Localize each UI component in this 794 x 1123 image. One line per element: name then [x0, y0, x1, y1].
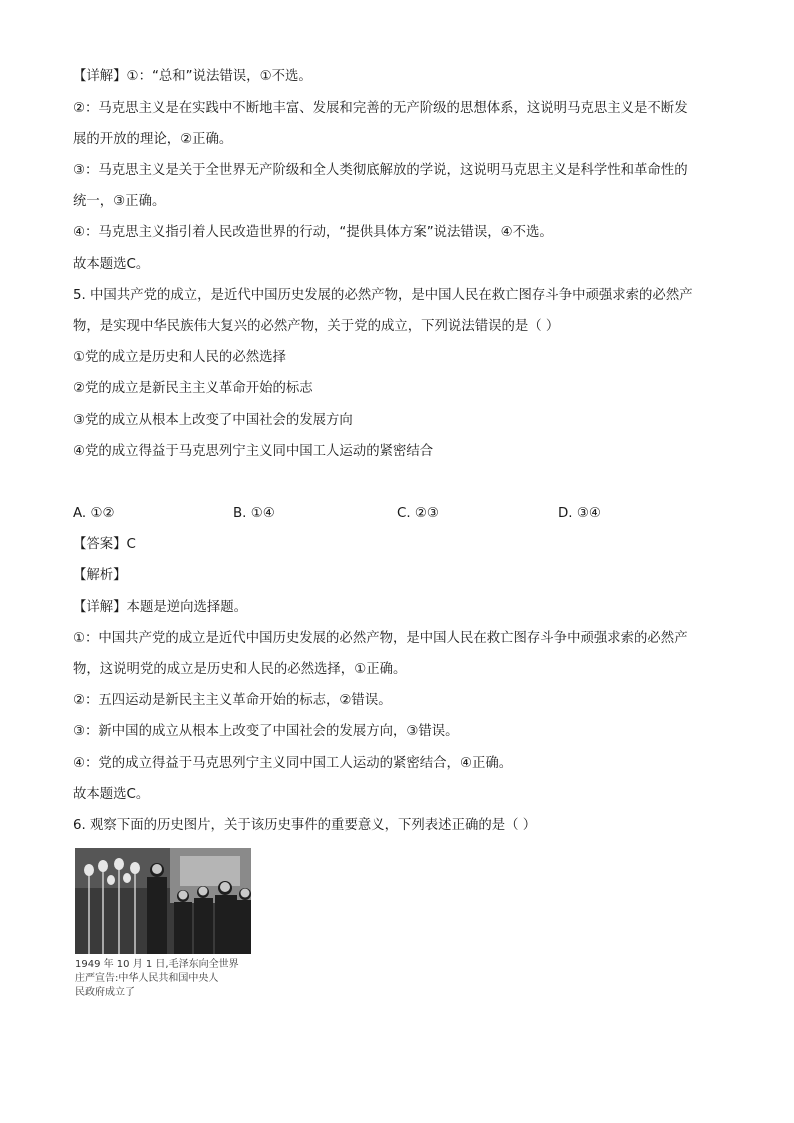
option-c: C. ②③ [397, 506, 439, 521]
detail-line-7: 故本题选C。 [73, 787, 150, 802]
question-6-line: 6. 观察下面的历史图片，关于该历史事件的重要意义，下列表述正确的是（ ） [73, 818, 537, 833]
detail-line-2: ①：中国共产党的成立是近代中国历史发展的必然产物，是中国人民在救亡图存斗争中顽强求索的必然产 [73, 631, 688, 646]
analysis-heading: 【解析】 [73, 568, 127, 583]
detail-line-3: 物，这说明党的成立是历史和人民的必然选择，①正确。 [73, 662, 407, 677]
detail-line-1: 【详解】本题是逆向选择题。 [73, 600, 248, 615]
answer-line: 【答案】C [73, 537, 136, 552]
photo-illustration [75, 848, 251, 954]
line-1: 【详解】①：“总和”说法错误，①不选。 [73, 69, 312, 84]
line-7: 故本题选C。 [73, 257, 150, 272]
detail-line-5: ③：新中国的成立从根本上改变了中国社会的发展方向，③错误。 [73, 724, 459, 739]
question-5-line-1: 5. 中国共产党的成立，是近代中国历史发展的必然产物，是中国人民在救亡图存斗争中顽强求索的必然产 [73, 288, 693, 303]
statement-1: ①党的成立是历史和人民的必然选择 [73, 350, 286, 365]
line-4: ③：马克思主义是关于全世界无产阶级和全人类彻底解放的学说，这说明马克思主义是科学性和革命性的 [73, 163, 688, 178]
line-2: ②：马克思主义是在实践中不断地丰富、发展和完善的无产阶级的思想体系，这说明马克思主义是不断发 [73, 101, 688, 116]
statement-2: ②党的成立是新民主主义革命开始的标志 [73, 381, 313, 396]
statement-3: ③党的成立从根本上改变了中国社会的发展方向 [73, 413, 353, 428]
detail-line-4: ②：五四运动是新民主主义革命开始的标志，②错误。 [73, 693, 392, 708]
option-b: B. ①④ [233, 506, 275, 521]
detail-line-6: ④：党的成立得益于马克思列宁主义同中国工人运动的紧密结合，④正确。 [73, 756, 513, 771]
photo-caption-line-1: 1949 年 10 月 1 日,毛泽东向全世界 [75, 959, 239, 970]
question-5-line-2: 物，是实现中华民族伟大复兴的必然产物，关于党的成立，下列说法错误的是（ ） [73, 319, 560, 334]
photo-caption-line-3: 民政府成立了 [75, 987, 135, 998]
line-6: ④：马克思主义指引着人民改造世界的行动，“提供具体方案”说法错误，④不选。 [73, 225, 553, 240]
line-5: 统一，③正确。 [73, 194, 166, 209]
line-3: 展的开放的理论，②正确。 [73, 132, 233, 147]
photo-caption-line-2: 庄严宣告:中华人民共和国中央人 [75, 973, 219, 984]
option-a: A. ①② [73, 506, 115, 521]
historical-photo [75, 848, 251, 954]
option-d: D. ③④ [558, 506, 601, 521]
statement-4: ④党的成立得益于马克思列宁主义同中国工人运动的紧密结合 [73, 444, 434, 459]
